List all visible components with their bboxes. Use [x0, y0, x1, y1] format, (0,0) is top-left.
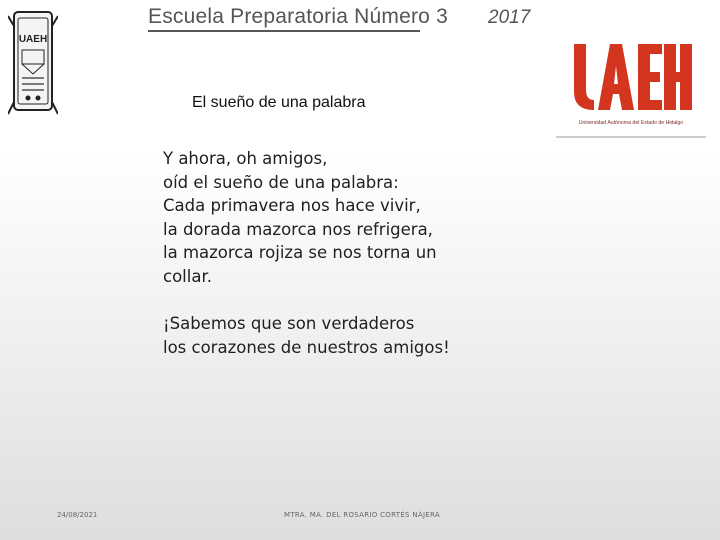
footer-date: 24/08/2021 [57, 511, 98, 519]
poem-line: Cada primavera nos hace vivir, [163, 196, 421, 215]
poem-body [163, 147, 483, 383]
slide-title: El sueño de una palabra [192, 94, 366, 111]
svg-text:Universidad Autónoma del Estad: Universidad Autónoma del Estado de Hidalgo [578, 120, 684, 126]
poem-line: los corazones de nuestros amigos! [163, 337, 450, 357]
school-name: Escuela Preparatoria Número 3 [148, 5, 448, 28]
poem-stanza [163, 312, 483, 359]
poem-stanza [163, 147, 483, 288]
school-seal-logo [8, 6, 58, 124]
poem-line: la mazorca rojiza se nos torna un [163, 243, 437, 262]
svg-text:UAEH: UAEH [18, 34, 48, 45]
poem-line: ¡Sabemos que son verdaderos [163, 314, 415, 333]
poem-line: Y ahora, oh amigos, [163, 149, 328, 168]
poem-line: collar. [163, 266, 212, 286]
poem-line: oíd el sueño de una palabra: [163, 172, 399, 192]
header-underline [148, 30, 420, 32]
header-year: 2017 [488, 7, 531, 28]
poem-line: la dorada mazorca nos refrigera, [163, 219, 433, 239]
uaeh-logo [556, 38, 706, 138]
footer-author: MTRA. MA. DEL ROSARIO CORTÉS NÁJERA [284, 511, 441, 519]
